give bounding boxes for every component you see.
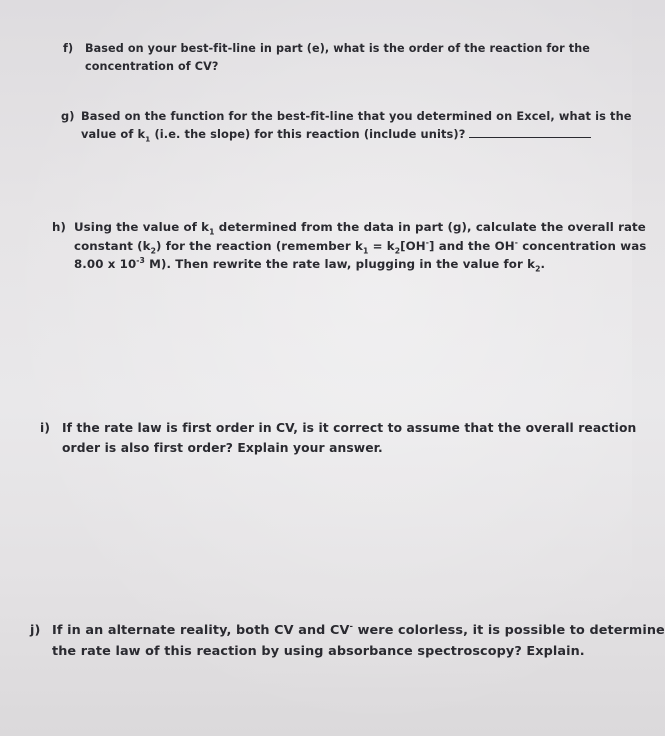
text-fragment: (i.e. the slope) for this reaction (include units)? (150, 127, 466, 141)
subscript: 1 (209, 227, 215, 237)
question-text (74, 218, 646, 237)
subscript: 2 (150, 245, 157, 255)
text-fragment: Using the value of k (74, 220, 210, 234)
text-fragment: value of k (81, 127, 146, 141)
question-marker: h) (52, 220, 66, 234)
text-fragment: If in an alternate reality, both CV and CV (52, 623, 350, 638)
subscript: 1 (362, 245, 369, 255)
text-fragment: were colorless, it is possible to determine (353, 623, 665, 638)
subscript: 1 (145, 134, 151, 144)
question-text-continued (52, 255, 646, 274)
subscript: 2 (394, 245, 401, 255)
question-marker: g) (61, 109, 75, 123)
question-f (63, 40, 590, 76)
superscript: - (349, 620, 354, 631)
text-fragment: ) for the reaction (remember k (156, 238, 363, 253)
question-marker: j) (30, 623, 41, 638)
question-text-continued (61, 125, 632, 143)
superscript: - (425, 237, 430, 247)
text-fragment: determined from the data in part (g), calculate the overall rate (214, 220, 646, 234)
question-h (52, 218, 646, 274)
text-fragment: . (540, 257, 546, 271)
question-text-continued: concentration of CV? (85, 60, 219, 73)
text-fragment: [OH (400, 238, 426, 253)
question-text (52, 620, 665, 641)
subscript: 2 (535, 264, 541, 274)
question-marker: i) (40, 421, 51, 435)
question-marker: f) (63, 42, 74, 55)
text-fragment: M). Then rewrite the rate law, plugging in the value for k (144, 257, 536, 271)
question-text: Based on your best-fit-line in part (e), what is the order of the reaction for the (85, 42, 590, 55)
question-text: If the rate law is first order in CV, is it correct to assume that the overall reaction (62, 421, 637, 435)
superscript: - (514, 237, 518, 247)
text-fragment: constant (k (74, 238, 151, 253)
superscript: -3 (136, 256, 145, 266)
question-g (61, 107, 632, 143)
question-text-continued (52, 237, 646, 256)
text-fragment: ] and the OH (429, 238, 515, 253)
text-fragment: 8.00 x 10 (74, 257, 137, 271)
question-i (40, 418, 636, 458)
text-fragment: concentration was (517, 238, 647, 253)
answer-blank (469, 127, 591, 138)
question-text-continued: the rate law of this reaction by using absorbance spectroscopy? Explain. (52, 644, 585, 659)
question-j (30, 620, 665, 662)
question-text-continued: order is also first order? Explain your answer. (62, 441, 383, 455)
question-text: Based on the function for the best-fit-line that you determined on Excel, what is the (81, 109, 632, 123)
text-fragment: = k (368, 238, 395, 253)
